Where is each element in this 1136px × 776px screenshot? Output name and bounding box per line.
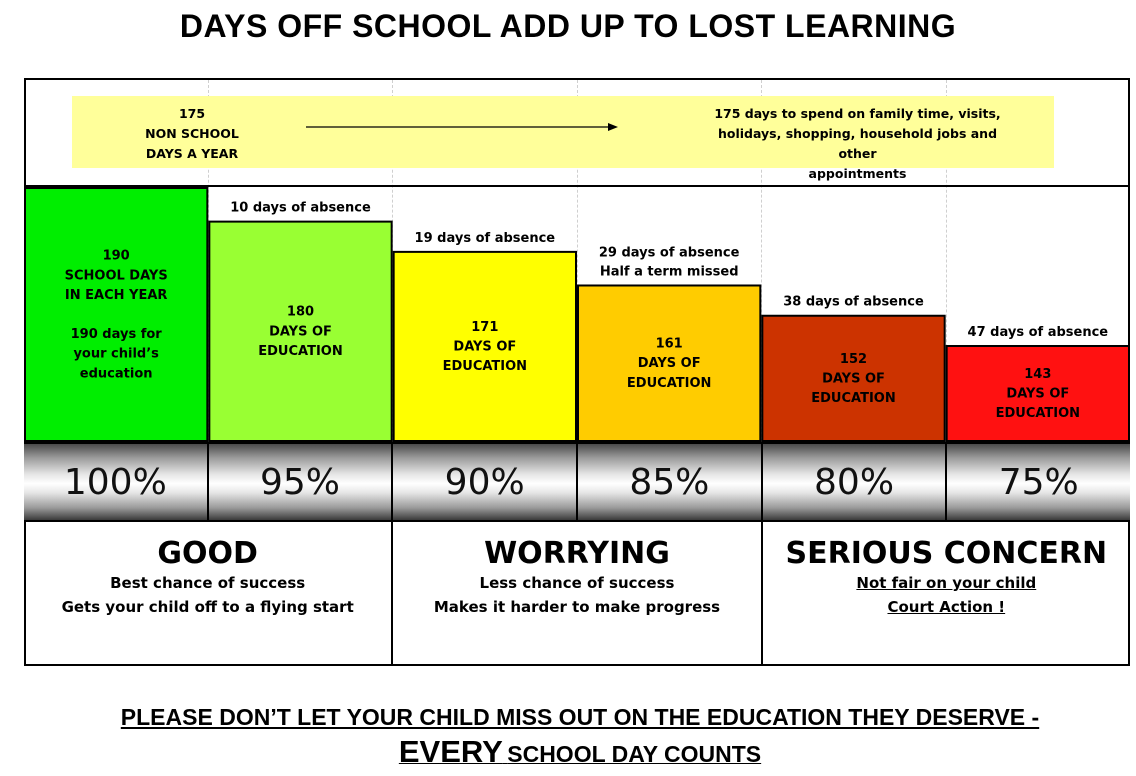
status-heading: GOOD [157,536,258,571]
bar-label: DAYS OF [822,371,885,387]
banner-left-line: NON SCHOOL [145,126,239,141]
bar-label: 190 [102,248,130,264]
percentage-row [24,442,1130,522]
bar-label: 143 [1024,366,1052,382]
bar-label: SCHOOL DAYS [64,268,168,284]
percentage-label: 90% [391,444,576,520]
page-title: DAYS OFF SCHOOL ADD UP TO LOST LEARNING [179,8,957,44]
status-heading: WORRYING [484,536,670,571]
status-line: Makes it harder to make progress [433,598,721,616]
status-row [24,522,1130,666]
banner-right-line: appointments [808,166,907,181]
status-line: Gets your child off to a flying start [61,598,354,616]
absence-label: 47 days of absence [967,325,1109,340]
bar-label: education [79,366,153,382]
bar-label: 171 [471,319,499,335]
status-line: Best chance of success [110,574,306,592]
percentage-label: 100% [24,444,207,520]
status-heading: SERIOUS CONCERN [785,536,1108,571]
banner-right-line: holidays, shopping, household jobs and other [717,126,998,161]
footer-tagline: SCHOOL DAY COUNTS [507,741,762,767]
footer-line-2 [0,734,1136,770]
footer-emphasis: EVERY [398,734,503,769]
banner-left-line: DAYS A YEAR [145,146,239,161]
bar-label: DAYS OF [637,356,701,372]
absence-label: Half a term missed [599,264,739,280]
status-line: Less chance of success [479,574,675,592]
percentage-label: 95% [207,444,392,520]
absence-label: 19 days of absence [414,230,556,246]
banner-right-line: 175 days to spend on family time, visits, [714,106,1001,121]
footer-line-1: PLEASE DON’T LET YOUR CHILD MISS OUT ON THE EDUCATION THEY DESERVE - [120,704,1040,730]
bar-label: EDUCATION [258,343,343,359]
bar-label: IN EACH YEAR [64,287,168,303]
banner-left-line: 175 [178,106,206,121]
bar-label: DAYS OF [453,339,517,355]
bar-label: 161 [655,336,683,352]
status-worrying [391,522,760,666]
absence-label: 38 days of absence [783,294,924,310]
status-line: Court Action ! [887,598,1006,616]
absence-label: 10 days of absence [230,200,371,216]
status-serious-concern [761,522,1130,666]
bar-label: DAYS OF [269,324,332,340]
status-good [24,522,391,666]
bar-label: DAYS OF [1006,386,1070,402]
bar-label: 152 [839,351,868,367]
bar-label: EDUCATION [442,359,528,375]
bar-label: EDUCATION [626,375,712,391]
bar-label: 180 [286,304,315,320]
status-line: Not fair on your child [856,574,1037,592]
absence-label: 29 days of absence [598,245,740,261]
bar-label: your child’s [73,346,159,362]
bar-label: EDUCATION [995,406,1081,422]
percentage-label: 85% [576,444,761,520]
bar-label: 190 days for [70,327,162,343]
percentage-label: 80% [761,444,946,520]
percentage-label: 75% [945,444,1130,520]
bar-label: EDUCATION [811,390,896,406]
bar [25,188,207,441]
